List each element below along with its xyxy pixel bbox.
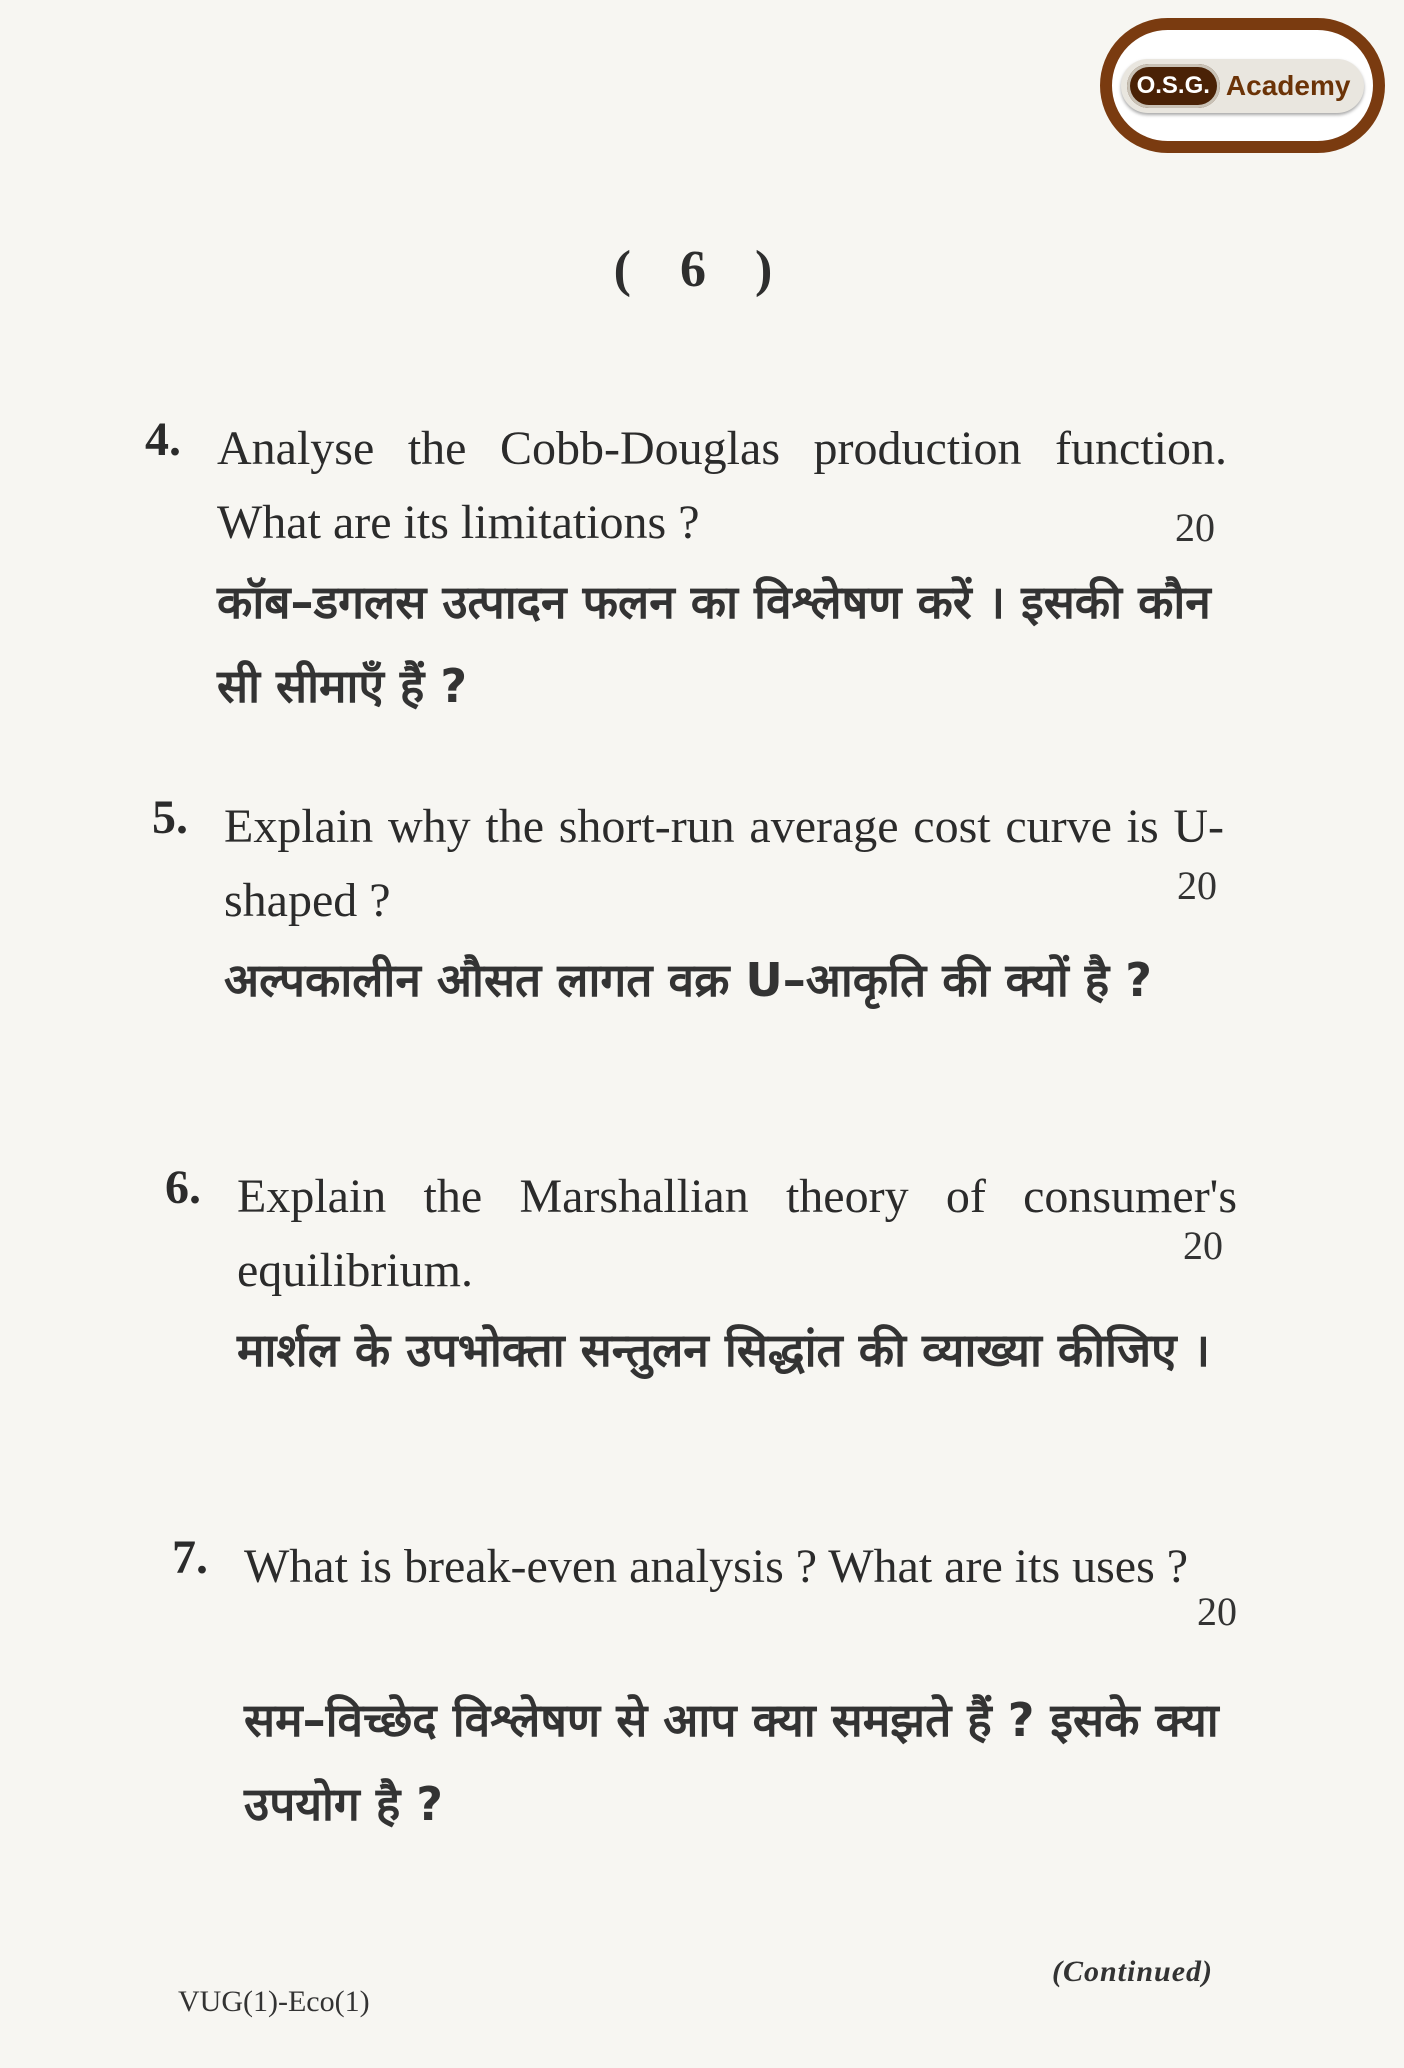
question-6 — [165, 1160, 1237, 1460]
logo-academy-text: Academy — [1225, 69, 1351, 101]
question-7 — [172, 1530, 1237, 1831]
question-4 — [145, 412, 1227, 713]
question-text-hindi: कॉब–डगलस उत्पादन फलन का विश्लेषण करें । इसकी कौन सी सीमाएँ हैं ? — [217, 575, 1211, 713]
question-text-english: What is break-even analysis ? What are its uses ? — [244, 1540, 1189, 1593]
page-number: ( 6 ) — [613, 241, 791, 298]
paper-code: VUG(1)-Eco(1) — [178, 1985, 370, 2018]
question-5 — [152, 790, 1224, 1090]
logo-inner — [1121, 59, 1365, 113]
question-text-english: Analyse the Cobb-Douglas production function. What are its limitations ? — [217, 422, 1227, 549]
question-marks: 20 — [1183, 1223, 1223, 1268]
osg-academy-logo — [1100, 18, 1385, 153]
question-text-english: Explain the Marshallian theory of consumer's equilibrium. — [237, 1170, 1237, 1297]
question-text-hindi: अल्पकालीन औसत लागत वक्र U–आकृति की क्यों है ? — [224, 953, 1152, 1007]
question-text-hindi: मार्शल के उपभोक्ता सन्तुलन सिद्धांत की व्याख्या कीजिए । — [237, 1323, 1211, 1377]
question-number: 4. — [145, 413, 181, 466]
question-text-hindi: सम–विच्छेद विश्लेषण से आप क्या समझते हैं ? इसके क्या उपयोग है ? — [244, 1693, 1219, 1831]
question-text-english: Explain why the short-run average cost curve is U-shaped ? — [224, 800, 1224, 927]
continued-label: (Continued) — [1052, 1955, 1214, 1988]
question-marks: 20 — [1197, 1589, 1237, 1634]
question-number: 5. — [152, 791, 188, 844]
question-number: 6. — [165, 1161, 201, 1214]
question-marks: 20 — [1175, 505, 1215, 550]
logo-osg-text: O.S.G. — [1127, 64, 1220, 108]
question-number: 7. — [172, 1531, 208, 1584]
question-marks: 20 — [1177, 863, 1217, 908]
